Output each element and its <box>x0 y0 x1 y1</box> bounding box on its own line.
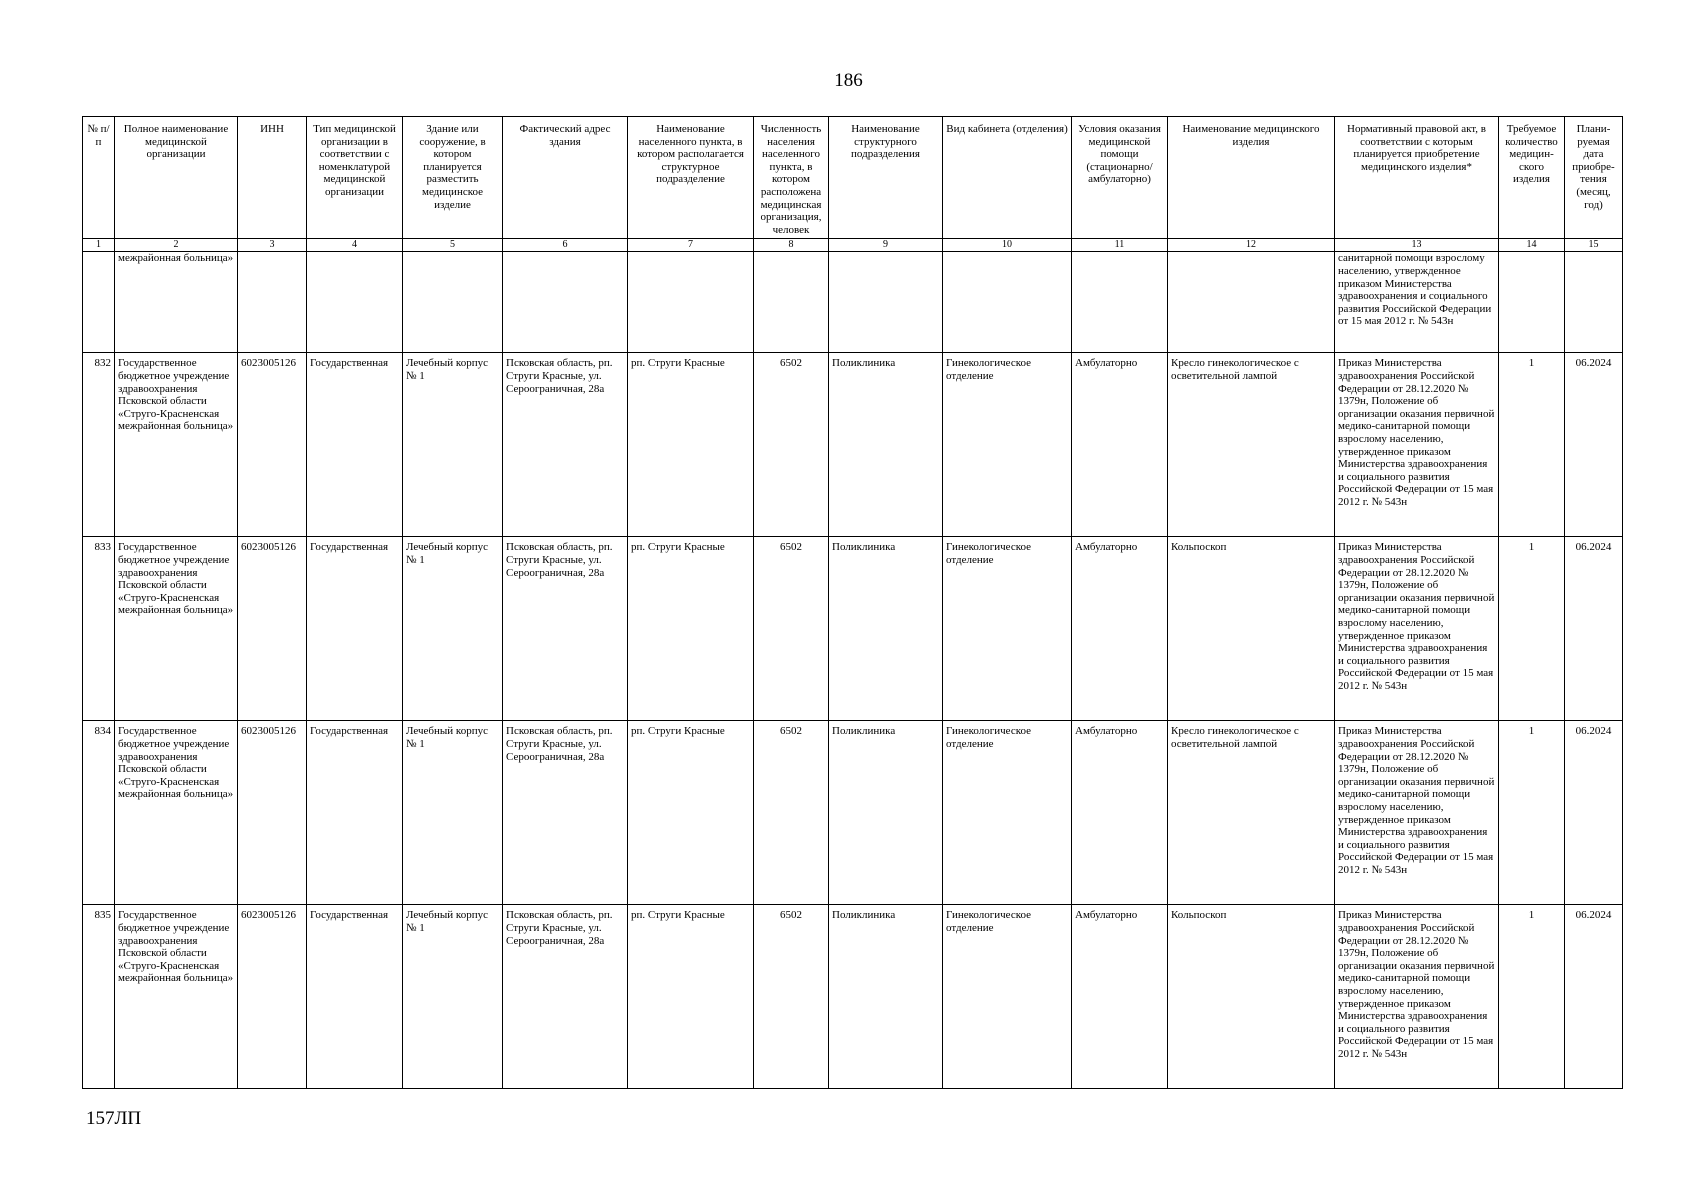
settlement-cell: рп. Струги Красные <box>628 537 754 721</box>
population-cell: 6502 <box>754 353 829 537</box>
inn-cell: 6023005126 <box>238 905 307 1089</box>
unit-cell: Поликлиника <box>829 721 943 905</box>
table-row <box>83 721 1623 905</box>
header-cell: Наименование медицинского изделия <box>1168 117 1335 239</box>
table-row <box>83 537 1623 721</box>
purchase-date-cell: 06.2024 <box>1565 353 1623 537</box>
address-cell: Псковская область, рп. Струги Красные, ул. Сероограничная, 28а <box>503 537 628 721</box>
header-cell: Требуемое количество медицин-ского изделия <box>1499 117 1565 239</box>
org-name-cell: Государственное бюджетное учреждение здравоохранения Псковской области «Струго-Красненская межрайонная больница» <box>115 353 238 537</box>
header-cell: Плани-руемая дата приобре-тения (месяц, год) <box>1565 117 1623 239</box>
cabinet-cell: Гинекологическое отделение <box>943 353 1072 537</box>
header-cell: Наименование структурного подразделения <box>829 117 943 239</box>
population-cell: 6502 <box>754 537 829 721</box>
quantity-cell: 1 <box>1499 353 1565 537</box>
device-cell: Кресло гинекологическое с осветительной лампой <box>1168 721 1335 905</box>
cabinet-cell: Гинекологическое отделение <box>943 721 1072 905</box>
header-cell: Нормативный правовой акт, в соответствии с которым планируется приобретение медицинского изделия* <box>1335 117 1499 239</box>
unit-cell: Поликлиника <box>829 353 943 537</box>
row-number-cell: 834 <box>83 721 115 905</box>
page-number: 186 <box>834 70 863 91</box>
legal-act-cell: Приказ Министерства здравоохранения Российской Федерации от 28.12.2020 № 1379н, Положение об организации оказания первичной медико-санитарной помощи взрослому населению, утвержденное приказом Министерства здравоохранения и социального развития Российской Федерации от 15 мая 2012 г. № 543н <box>1335 905 1499 1089</box>
building-cell: Лечебный корпус № 1 <box>403 537 503 721</box>
building-cell: Лечебный корпус № 1 <box>403 353 503 537</box>
header-cell: Полное наименование медицинской организации <box>115 117 238 239</box>
legal-act-cell: Приказ Министерства здравоохранения Российской Федерации от 28.12.2020 № 1379н, Положение об организации оказания первичной медико-санитарной помощи взрослому населению, утвержденное приказом Министерства здравоохранения и социального развития Российской Федерации от 15 мая 2012 г. № 543н <box>1335 721 1499 905</box>
column-number: 4 <box>307 239 403 252</box>
conditions-cell: Амбулаторно <box>1072 721 1168 905</box>
cabinet-cell: Гинекологическое отделение <box>943 905 1072 1089</box>
unit-cell: Поликлиника <box>829 537 943 721</box>
address-cell: Псковская область, рп. Струги Красные, ул. Сероограничная, 28а <box>503 353 628 537</box>
header-cell: № п/п <box>83 117 115 239</box>
header-cell: Фактический адрес здания <box>503 117 628 239</box>
inn-cell: 6023005126 <box>238 721 307 905</box>
org-type-cell: Государственная <box>307 537 403 721</box>
inn-cell: 6023005126 <box>238 537 307 721</box>
org-type-cell: Государственная <box>307 721 403 905</box>
header-cell: ИНН <box>238 117 307 239</box>
org-name-cell: Государственное бюджетное учреждение здравоохранения Псковской области «Струго-Красненская межрайонная больница» <box>115 537 238 721</box>
purchase-date-cell: 06.2024 <box>1565 721 1623 905</box>
equipment-table <box>82 116 1623 1089</box>
column-number: 11 <box>1072 239 1168 252</box>
conditions-cell: Амбулаторно <box>1072 537 1168 721</box>
row-number-cell: 835 <box>83 905 115 1089</box>
quantity-cell: 1 <box>1499 905 1565 1089</box>
legal-act-cell: Приказ Министерства здравоохранения Российской Федерации от 28.12.2020 № 1379н, Положение об организации оказания первичной медико-санитарной помощи взрослому населению, утвержденное приказом Министерства здравоохранения и социального развития Российской Федерации от 15 мая 2012 г. № 543н <box>1335 537 1499 721</box>
continuation-row <box>83 252 1623 353</box>
conditions-cell: Амбулаторно <box>1072 905 1168 1089</box>
conditions-cell: Амбулаторно <box>1072 353 1168 537</box>
column-number: 2 <box>115 239 238 252</box>
settlement-cell: рп. Струги Красные <box>628 353 754 537</box>
purchase-date-cell: 06.2024 <box>1565 537 1623 721</box>
device-cell: Кольпоскоп <box>1168 905 1335 1089</box>
header-cell: Наименование населенного пункта, в котором располагается структурное подразделение <box>628 117 754 239</box>
column-number: 14 <box>1499 239 1565 252</box>
device-cell: Кольпоскоп <box>1168 537 1335 721</box>
quantity-cell: 1 <box>1499 537 1565 721</box>
column-number: 13 <box>1335 239 1499 252</box>
org-type-cell: Государственная <box>307 353 403 537</box>
column-number: 5 <box>403 239 503 252</box>
population-cell: 6502 <box>754 721 829 905</box>
header-cell: Тип медицинской организации в соответствии с номенклатурой медицинской организации <box>307 117 403 239</box>
header-cell: Здание или сооружение, в котором планируется разместить медицинское изделие <box>403 117 503 239</box>
purchase-date-cell: 06.2024 <box>1565 905 1623 1089</box>
population-cell: 6502 <box>754 905 829 1089</box>
quantity-cell: 1 <box>1499 721 1565 905</box>
row-number-cell: 833 <box>83 537 115 721</box>
column-number: 10 <box>943 239 1072 252</box>
legal-act-cell: санитарной помощи взрослому населению, утвержденное приказом Министерства здравоохранения и социального развития Российской Федерации от 15 мая 2012 г. № 543н <box>1335 252 1499 353</box>
building-cell: Лечебный корпус № 1 <box>403 905 503 1089</box>
column-number: 12 <box>1168 239 1335 252</box>
column-number: 1 <box>83 239 115 252</box>
settlement-cell: рп. Струги Красные <box>628 721 754 905</box>
org-type-cell: Государственная <box>307 905 403 1089</box>
row-number-cell: 832 <box>83 353 115 537</box>
org-name-cell: Государственное бюджетное учреждение здравоохранения Псковской области «Струго-Красненская межрайонная больница» <box>115 721 238 905</box>
column-number: 6 <box>503 239 628 252</box>
org-name-cell: Государственное бюджетное учреждение здравоохранения Псковской области «Струго-Красненская межрайонная больница» <box>115 905 238 1089</box>
column-number: 15 <box>1565 239 1623 252</box>
header-row <box>83 117 1623 239</box>
org-name-cell: межрайонная больница» <box>115 252 238 353</box>
building-cell: Лечебный корпус № 1 <box>403 721 503 905</box>
legal-act-cell: Приказ Министерства здравоохранения Российской Федерации от 28.12.2020 № 1379н, Положение об организации оказания первичной медико-санитарной помощи взрослому населению, утвержденное приказом Министерства здравоохранения и социального развития Российской Федерации от 15 мая 2012 г. № 543н <box>1335 353 1499 537</box>
header-cell: Условия оказания медицинской помощи (стационарно/ амбулаторно) <box>1072 117 1168 239</box>
footer-code: 157ЛП <box>86 1108 142 1129</box>
settlement-cell: рп. Струги Красные <box>628 905 754 1089</box>
column-number: 9 <box>829 239 943 252</box>
table-row <box>83 353 1623 537</box>
device-cell: Кресло гинекологическое с осветительной лампой <box>1168 353 1335 537</box>
column-number: 8 <box>754 239 829 252</box>
address-cell: Псковская область, рп. Струги Красные, ул. Сероограничная, 28а <box>503 905 628 1089</box>
table-row <box>83 905 1623 1089</box>
header-cell: Вид кабинета (отделения) <box>943 117 1072 239</box>
header-cell: Численность населения населенного пункта, в котором расположена медицинская организация, человек <box>754 117 829 239</box>
column-number: 7 <box>628 239 754 252</box>
column-number-row <box>83 239 1623 252</box>
inn-cell: 6023005126 <box>238 353 307 537</box>
cabinet-cell: Гинекологическое отделение <box>943 537 1072 721</box>
unit-cell: Поликлиника <box>829 905 943 1089</box>
column-number: 3 <box>238 239 307 252</box>
address-cell: Псковская область, рп. Струги Красные, ул. Сероограничная, 28а <box>503 721 628 905</box>
